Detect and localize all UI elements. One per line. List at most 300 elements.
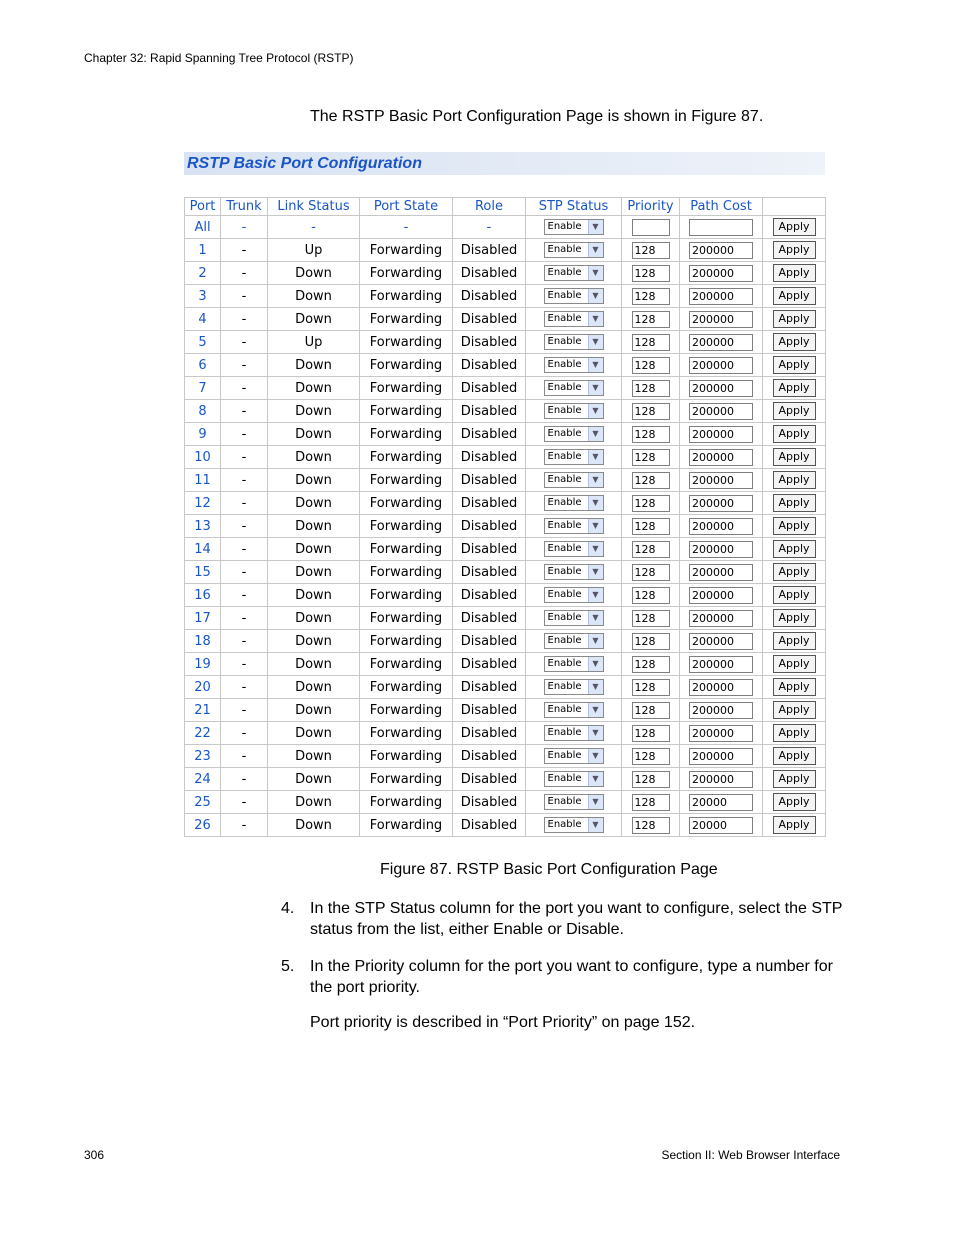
port-state-cell: Forwarding <box>360 791 453 814</box>
priority-cell <box>622 400 680 423</box>
link-status-cell: Down <box>268 584 360 607</box>
stp-status-cell <box>526 308 622 331</box>
table-row <box>185 308 826 331</box>
trunk-cell: - <box>221 492 268 515</box>
port-state-cell: Forwarding <box>360 469 453 492</box>
role-cell: Disabled <box>453 331 526 354</box>
priority-input[interactable]: 128 <box>632 288 670 305</box>
port-state-cell: Forwarding <box>360 285 453 308</box>
chevron-down-icon[interactable]: ▼ <box>588 680 603 694</box>
port-number: 17 <box>185 607 221 630</box>
trunk-cell: - <box>221 400 268 423</box>
stp-status-cell <box>526 446 622 469</box>
priority-cell <box>622 653 680 676</box>
stp-status-select[interactable] <box>544 817 604 833</box>
path-cost-input[interactable]: 20000 <box>689 794 753 811</box>
chevron-down-icon[interactable]: ▼ <box>588 496 603 510</box>
path-cost-cell <box>680 239 763 262</box>
priority-input[interactable]: 128 <box>632 495 670 512</box>
column-header: STP Status <box>526 198 622 216</box>
role-cell: Disabled <box>453 791 526 814</box>
apply-button[interactable]: Apply <box>773 356 816 374</box>
path-cost-input[interactable]: 200000 <box>689 725 753 742</box>
link-status-cell: Down <box>268 469 360 492</box>
step-number: 5. <box>281 958 295 975</box>
apply-button[interactable]: Apply <box>773 494 816 512</box>
column-header: Port State <box>360 198 453 216</box>
port-state-cell: Forwarding <box>360 446 453 469</box>
apply-cell <box>763 768 826 791</box>
priority-cell <box>622 239 680 262</box>
apply-button[interactable]: Apply <box>773 609 816 627</box>
apply-cell <box>763 515 826 538</box>
chevron-down-icon[interactable]: ▼ <box>588 772 603 786</box>
stp-status-select[interactable] <box>544 587 604 603</box>
stp-status-value: Enable <box>547 474 582 485</box>
path-cost-cell <box>680 722 763 745</box>
link-status-cell: Down <box>268 377 360 400</box>
stp-status-select[interactable] <box>544 656 604 672</box>
stp-status-cell <box>526 239 622 262</box>
link-status-cell: Down <box>268 308 360 331</box>
chevron-down-icon[interactable]: ▼ <box>588 473 603 487</box>
path-cost-input[interactable] <box>689 219 753 236</box>
apply-button[interactable]: Apply <box>773 425 816 443</box>
path-cost-input[interactable]: 200000 <box>689 380 753 397</box>
role-cell: Disabled <box>453 354 526 377</box>
apply-button[interactable]: Apply <box>773 241 816 259</box>
role-cell: Disabled <box>453 285 526 308</box>
table-row <box>185 239 826 262</box>
stp-status-value: Enable <box>547 566 582 577</box>
path-cost-cell <box>680 285 763 308</box>
port-number: 5 <box>185 331 221 354</box>
trunk-cell: - <box>221 469 268 492</box>
stp-status-select[interactable] <box>544 219 604 235</box>
stp-status-cell <box>526 285 622 308</box>
stp-status-select[interactable] <box>544 633 604 649</box>
trunk-cell: - <box>221 814 268 837</box>
stp-status-select[interactable] <box>544 265 604 281</box>
table-row <box>185 285 826 308</box>
chevron-down-icon[interactable]: ▼ <box>588 266 603 280</box>
page-number: 306 <box>84 1148 105 1162</box>
role-cell: Disabled <box>453 423 526 446</box>
apply-button[interactable]: Apply <box>773 563 816 581</box>
trunk-cell: - <box>221 308 268 331</box>
port-state-cell: Forwarding <box>360 492 453 515</box>
table-row <box>185 630 826 653</box>
priority-input[interactable]: 128 <box>632 242 670 259</box>
chevron-down-icon[interactable]: ▼ <box>588 243 603 257</box>
port-state-cell: Forwarding <box>360 354 453 377</box>
stp-status-cell <box>526 262 622 285</box>
stp-status-select[interactable] <box>544 311 604 327</box>
column-header: Trunk <box>221 198 268 216</box>
path-cost-input[interactable]: 200000 <box>689 426 753 443</box>
column-header: Path Cost <box>680 198 763 216</box>
role-cell: Disabled <box>453 308 526 331</box>
priority-input[interactable]: 128 <box>632 679 670 696</box>
apply-button[interactable]: Apply <box>773 632 816 650</box>
stp-status-select[interactable] <box>544 610 604 626</box>
apply-button[interactable]: Apply <box>773 264 816 282</box>
role-cell: Disabled <box>453 400 526 423</box>
chevron-down-icon[interactable]: ▼ <box>588 427 603 441</box>
trunk-cell: - <box>221 538 268 561</box>
priority-cell <box>622 515 680 538</box>
chevron-down-icon[interactable]: ▼ <box>588 381 603 395</box>
priority-cell <box>622 492 680 515</box>
port-state-cell: - <box>360 216 453 239</box>
path-cost-input[interactable]: 200000 <box>689 518 753 535</box>
path-cost-cell <box>680 469 763 492</box>
apply-button[interactable]: Apply <box>773 333 816 351</box>
step-text: In the Priority column for the port you want to configure, type a number for the port priority. <box>310 958 833 996</box>
apply-button[interactable]: Apply <box>773 287 816 305</box>
stp-status-cell <box>526 653 622 676</box>
priority-input[interactable]: 128 <box>632 380 670 397</box>
stp-status-select[interactable] <box>544 748 604 764</box>
port-number: 13 <box>185 515 221 538</box>
stp-status-select[interactable] <box>544 518 604 534</box>
priority-input[interactable]: 128 <box>632 541 670 558</box>
apply-button[interactable]: Apply <box>773 678 816 696</box>
priority-input[interactable]: 128 <box>632 725 670 742</box>
stp-status-cell <box>526 423 622 446</box>
path-cost-cell <box>680 699 763 722</box>
port-state-cell: Forwarding <box>360 745 453 768</box>
path-cost-input[interactable]: 200000 <box>689 265 753 282</box>
apply-button[interactable]: Apply <box>773 747 816 765</box>
priority-cell <box>622 285 680 308</box>
port-number: 15 <box>185 561 221 584</box>
trunk-cell: - <box>221 216 268 239</box>
path-cost-input[interactable]: 200000 <box>689 472 753 489</box>
role-cell: Disabled <box>453 584 526 607</box>
chevron-down-icon[interactable]: ▼ <box>588 335 603 349</box>
path-cost-input[interactable]: 200000 <box>689 288 753 305</box>
stp-status-select[interactable] <box>544 334 604 350</box>
path-cost-input[interactable]: 200000 <box>689 334 753 351</box>
stp-status-value: Enable <box>547 773 582 784</box>
priority-input[interactable]: 128 <box>632 633 670 650</box>
port-state-cell: Forwarding <box>360 538 453 561</box>
priority-input[interactable]: 128 <box>632 794 670 811</box>
rstp-port-table <box>184 197 826 837</box>
stp-status-value: Enable <box>547 796 582 807</box>
path-cost-cell <box>680 492 763 515</box>
priority-input[interactable]: 128 <box>632 587 670 604</box>
apply-button[interactable]: Apply <box>773 448 816 466</box>
chevron-down-icon[interactable]: ▼ <box>588 289 603 303</box>
section-footer: Section II: Web Browser Interface <box>661 1148 840 1162</box>
port-number: 10 <box>185 446 221 469</box>
path-cost-cell <box>680 400 763 423</box>
apply-button[interactable]: Apply <box>773 471 816 489</box>
priority-input[interactable]: 128 <box>632 426 670 443</box>
stp-status-cell <box>526 561 622 584</box>
stp-status-cell <box>526 492 622 515</box>
column-header: Link Status <box>268 198 360 216</box>
stp-status-select[interactable] <box>544 771 604 787</box>
priority-cell <box>622 699 680 722</box>
stp-status-value: Enable <box>547 428 582 439</box>
path-cost-input[interactable]: 200000 <box>689 541 753 558</box>
port-state-cell: Forwarding <box>360 331 453 354</box>
port-state-cell: Forwarding <box>360 584 453 607</box>
priority-cell <box>622 630 680 653</box>
path-cost-cell <box>680 814 763 837</box>
port-state-cell: Forwarding <box>360 676 453 699</box>
apply-cell <box>763 607 826 630</box>
port-state-cell: Forwarding <box>360 262 453 285</box>
priority-input[interactable]: 128 <box>632 334 670 351</box>
apply-cell <box>763 377 826 400</box>
link-status-cell: Down <box>268 561 360 584</box>
role-cell: Disabled <box>453 745 526 768</box>
priority-cell <box>622 791 680 814</box>
priority-input[interactable]: 128 <box>632 472 670 489</box>
trunk-cell: - <box>221 653 268 676</box>
stp-status-value: Enable <box>547 336 582 347</box>
apply-cell <box>763 699 826 722</box>
stp-status-select[interactable] <box>544 794 604 810</box>
path-cost-input[interactable]: 200000 <box>689 679 753 696</box>
trunk-cell: - <box>221 768 268 791</box>
priority-cell <box>622 814 680 837</box>
path-cost-input[interactable]: 20000 <box>689 817 753 834</box>
apply-button[interactable]: Apply <box>773 586 816 604</box>
stp-status-select[interactable] <box>544 380 604 396</box>
stp-status-select[interactable] <box>544 472 604 488</box>
apply-button[interactable]: Apply <box>773 770 816 788</box>
port-state-cell: Forwarding <box>360 607 453 630</box>
priority-input[interactable]: 128 <box>632 403 670 420</box>
apply-cell <box>763 216 826 239</box>
priority-input[interactable]: 128 <box>632 702 670 719</box>
port-state-cell: Forwarding <box>360 515 453 538</box>
stp-status-select[interactable] <box>544 288 604 304</box>
stp-status-cell <box>526 400 622 423</box>
apply-button[interactable]: Apply <box>773 793 816 811</box>
priority-input[interactable]: 128 <box>632 817 670 834</box>
role-cell: Disabled <box>453 653 526 676</box>
trunk-cell: - <box>221 354 268 377</box>
chevron-down-icon[interactable]: ▼ <box>588 726 603 740</box>
rstp-figure <box>184 152 825 833</box>
apply-cell <box>763 722 826 745</box>
chapter-header: Chapter 32: Rapid Spanning Tree Protocol (RSTP) <box>84 51 354 65</box>
chevron-down-icon[interactable]: ▼ <box>588 220 603 234</box>
path-cost-input[interactable]: 200000 <box>689 357 753 374</box>
table-row <box>185 676 826 699</box>
priority-input[interactable]: 128 <box>632 518 670 535</box>
path-cost-cell <box>680 262 763 285</box>
priority-input[interactable]: 128 <box>632 311 670 328</box>
priority-input[interactable]: 128 <box>632 748 670 765</box>
priority-input[interactable]: 128 <box>632 564 670 581</box>
link-status-cell: - <box>268 216 360 239</box>
path-cost-input[interactable]: 200000 <box>689 633 753 650</box>
apply-button[interactable]: Apply <box>773 724 816 742</box>
priority-input[interactable]: 128 <box>632 357 670 374</box>
path-cost-input[interactable]: 200000 <box>689 610 753 627</box>
chevron-down-icon[interactable]: ▼ <box>588 657 603 671</box>
link-status-cell: Down <box>268 262 360 285</box>
stp-status-cell <box>526 722 622 745</box>
path-cost-input[interactable]: 200000 <box>689 702 753 719</box>
stp-status-value: Enable <box>547 221 582 232</box>
apply-button[interactable]: Apply <box>773 816 816 834</box>
chevron-down-icon[interactable]: ▼ <box>588 312 603 326</box>
stp-status-select[interactable] <box>544 541 604 557</box>
link-status-cell: Up <box>268 239 360 262</box>
path-cost-cell <box>680 515 763 538</box>
path-cost-cell <box>680 561 763 584</box>
stp-status-select[interactable] <box>544 242 604 258</box>
apply-cell <box>763 630 826 653</box>
stp-status-value: Enable <box>547 359 582 370</box>
stp-status-select[interactable] <box>544 357 604 373</box>
priority-input[interactable]: 128 <box>632 265 670 282</box>
priority-input[interactable]: 128 <box>632 449 670 466</box>
column-header <box>763 198 826 216</box>
path-cost-input[interactable]: 200000 <box>689 656 753 673</box>
stp-status-select[interactable] <box>544 725 604 741</box>
stp-status-value: Enable <box>547 290 582 301</box>
stp-status-cell <box>526 607 622 630</box>
chevron-down-icon[interactable]: ▼ <box>588 611 603 625</box>
link-status-cell: Down <box>268 446 360 469</box>
link-status-cell: Down <box>268 515 360 538</box>
path-cost-input[interactable]: 200000 <box>689 242 753 259</box>
path-cost-input[interactable]: 200000 <box>689 771 753 788</box>
link-status-cell: Down <box>268 699 360 722</box>
apply-button[interactable]: Apply <box>773 540 816 558</box>
apply-button[interactable]: Apply <box>773 218 816 236</box>
port-number: 26 <box>185 814 221 837</box>
trunk-cell: - <box>221 745 268 768</box>
role-cell: Disabled <box>453 377 526 400</box>
chevron-down-icon[interactable]: ▼ <box>588 542 603 556</box>
path-cost-input[interactable]: 200000 <box>689 449 753 466</box>
port-number: 20 <box>185 676 221 699</box>
stp-status-value: Enable <box>547 727 582 738</box>
path-cost-input[interactable]: 200000 <box>689 311 753 328</box>
path-cost-cell <box>680 676 763 699</box>
priority-input[interactable]: 128 <box>632 656 670 673</box>
role-cell: - <box>453 216 526 239</box>
priority-input[interactable]: 128 <box>632 771 670 788</box>
chevron-down-icon[interactable]: ▼ <box>588 519 603 533</box>
stp-status-cell <box>526 745 622 768</box>
stp-status-cell <box>526 469 622 492</box>
stp-status-select[interactable] <box>544 426 604 442</box>
table-row <box>185 377 826 400</box>
link-status-cell: Down <box>268 630 360 653</box>
table-row <box>185 768 826 791</box>
path-cost-cell <box>680 216 763 239</box>
path-cost-input[interactable]: 200000 <box>689 495 753 512</box>
port-state-cell: Forwarding <box>360 239 453 262</box>
chevron-down-icon[interactable]: ▼ <box>588 703 603 717</box>
table-row <box>185 814 826 837</box>
path-cost-input[interactable]: 200000 <box>689 587 753 604</box>
chevron-down-icon[interactable]: ▼ <box>588 634 603 648</box>
apply-button[interactable]: Apply <box>773 379 816 397</box>
table-row <box>185 400 826 423</box>
stp-status-select[interactable] <box>544 449 604 465</box>
port-number: 1 <box>185 239 221 262</box>
trunk-cell: - <box>221 377 268 400</box>
stp-status-select[interactable] <box>544 702 604 718</box>
apply-button[interactable]: Apply <box>773 701 816 719</box>
apply-cell <box>763 814 826 837</box>
chevron-down-icon[interactable]: ▼ <box>588 588 603 602</box>
trunk-cell: - <box>221 262 268 285</box>
apply-button[interactable]: Apply <box>773 310 816 328</box>
all-ports-row <box>185 216 826 239</box>
port-number: 22 <box>185 722 221 745</box>
trunk-cell: - <box>221 607 268 630</box>
apply-cell <box>763 239 826 262</box>
apply-cell <box>763 791 826 814</box>
path-cost-input[interactable]: 200000 <box>689 403 753 420</box>
stp-status-cell <box>526 630 622 653</box>
stp-status-cell <box>526 515 622 538</box>
stp-status-value: Enable <box>547 819 582 830</box>
stp-status-select[interactable] <box>544 679 604 695</box>
apply-button[interactable]: Apply <box>773 402 816 420</box>
chevron-down-icon[interactable]: ▼ <box>588 565 603 579</box>
apply-button[interactable]: Apply <box>773 517 816 535</box>
port-number: 11 <box>185 469 221 492</box>
stp-status-select[interactable] <box>544 403 604 419</box>
priority-cell <box>622 722 680 745</box>
path-cost-cell <box>680 308 763 331</box>
table-row <box>185 584 826 607</box>
priority-input[interactable] <box>632 219 670 236</box>
link-status-cell: Down <box>268 676 360 699</box>
chevron-down-icon[interactable]: ▼ <box>588 404 603 418</box>
stp-status-select[interactable] <box>544 495 604 511</box>
stp-status-select[interactable] <box>544 564 604 580</box>
priority-cell <box>622 423 680 446</box>
trunk-cell: - <box>221 239 268 262</box>
stp-status-value: Enable <box>547 750 582 761</box>
port-state-cell: Forwarding <box>360 768 453 791</box>
link-status-cell: Down <box>268 285 360 308</box>
priority-input[interactable]: 128 <box>632 610 670 627</box>
stp-status-value: Enable <box>547 267 582 278</box>
path-cost-input[interactable]: 200000 <box>689 748 753 765</box>
apply-cell <box>763 561 826 584</box>
chevron-down-icon[interactable]: ▼ <box>588 749 603 763</box>
path-cost-input[interactable]: 200000 <box>689 564 753 581</box>
chevron-down-icon[interactable]: ▼ <box>588 450 603 464</box>
chevron-down-icon[interactable]: ▼ <box>588 358 603 372</box>
port-state-cell: Forwarding <box>360 630 453 653</box>
trunk-cell: - <box>221 699 268 722</box>
table-row <box>185 446 826 469</box>
chevron-down-icon[interactable]: ▼ <box>588 795 603 809</box>
apply-cell <box>763 492 826 515</box>
figure-caption: Figure 87. RSTP Basic Port Configuration Page <box>380 861 718 878</box>
apply-button[interactable]: Apply <box>773 655 816 673</box>
chevron-down-icon[interactable]: ▼ <box>588 818 603 832</box>
stp-status-value: Enable <box>547 313 582 324</box>
